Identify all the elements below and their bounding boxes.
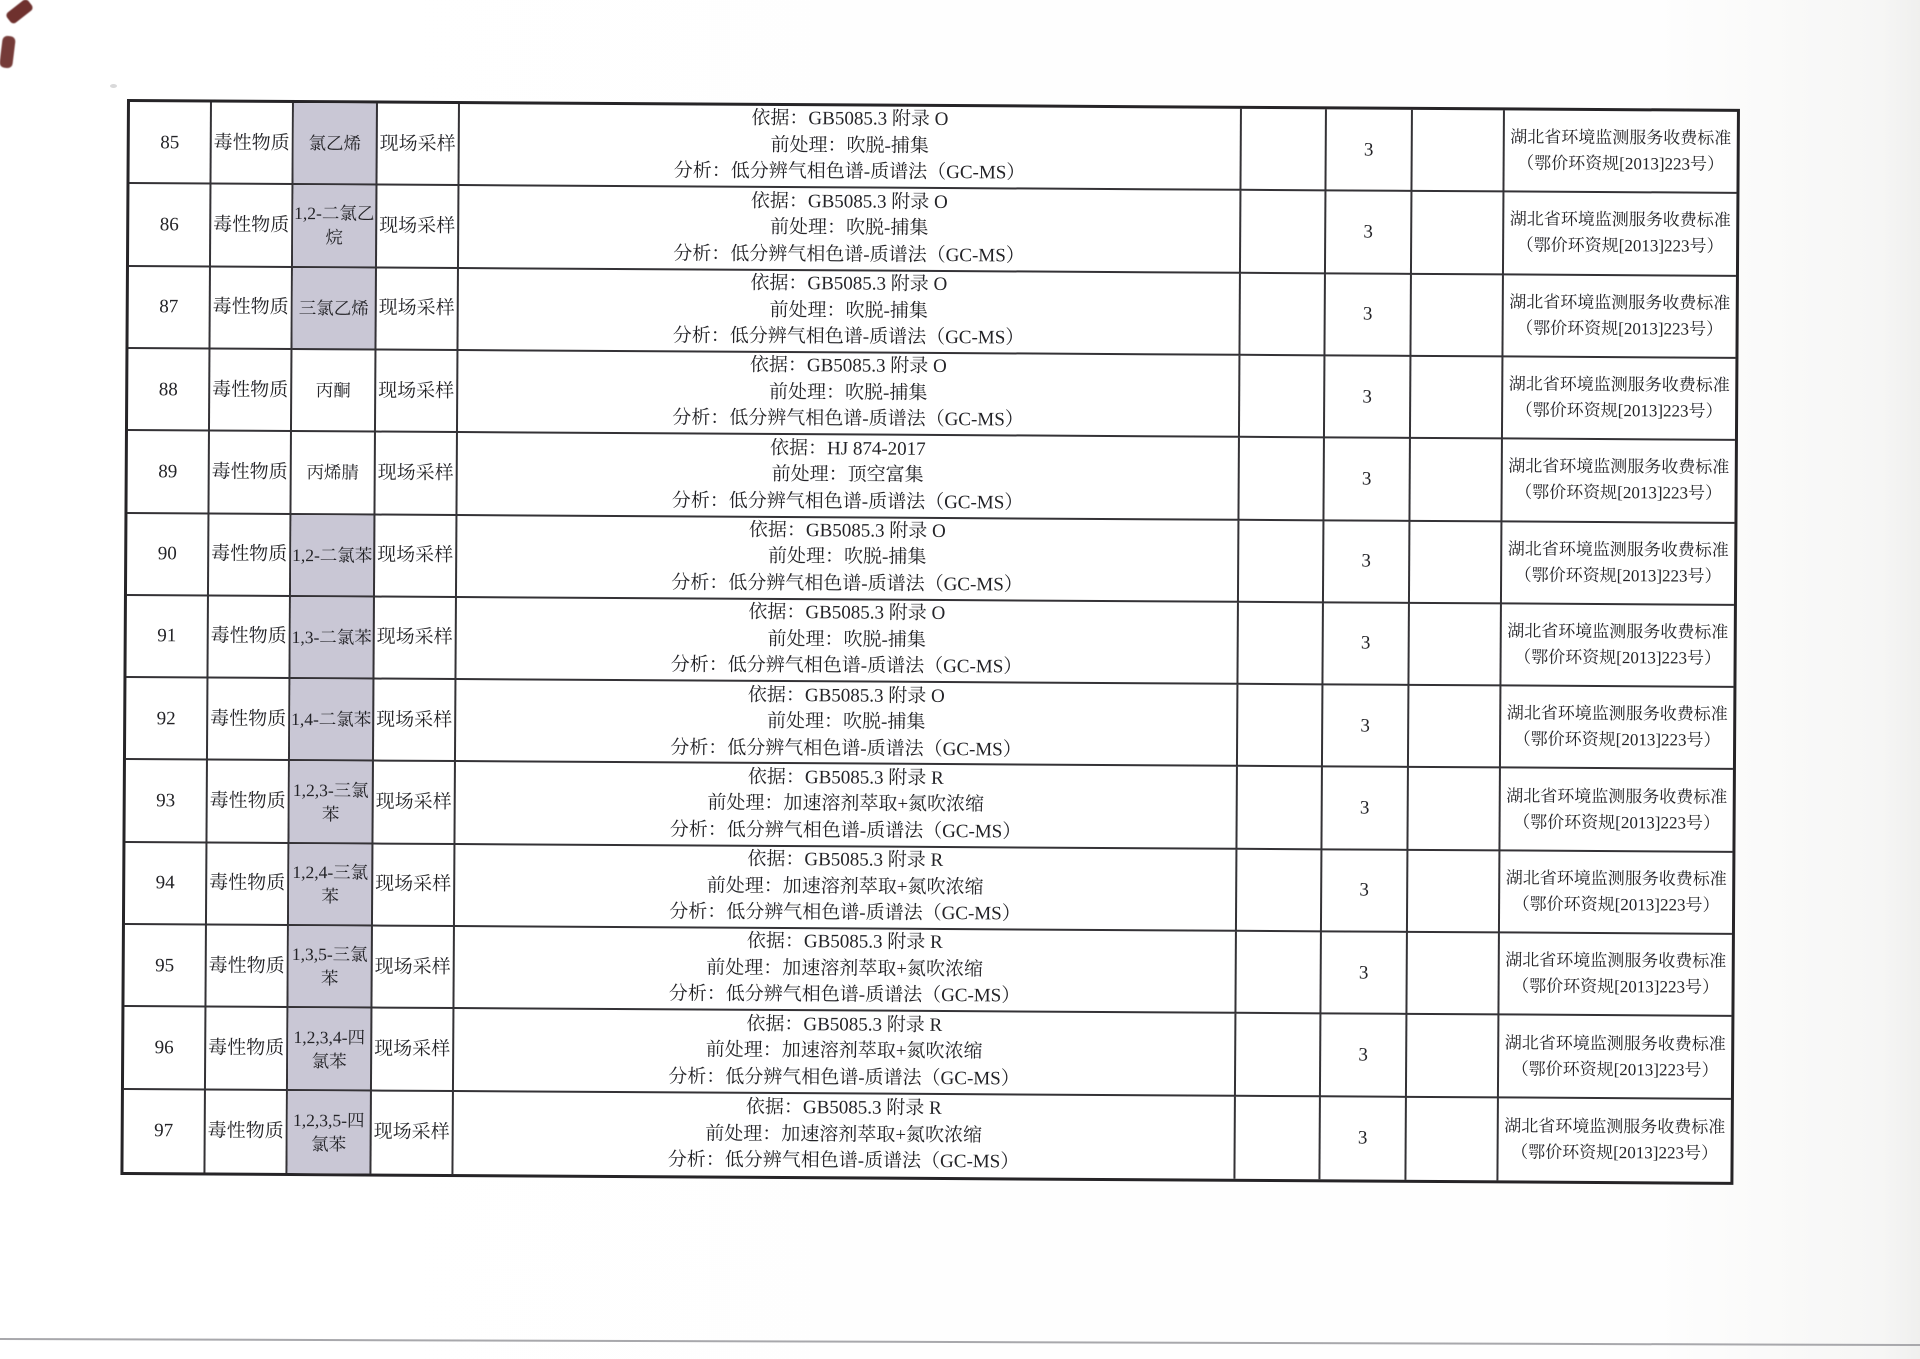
analysis-method-cell-line: 依据：GB5085.3 附录 O [749,355,947,378]
analysis-method-cell [454,1009,1236,1096]
blank-cell [1236,932,1322,1015]
sampling-cell: 现场采样 [374,597,457,680]
substance-cell [291,432,376,515]
sample-count-cell: 3 [1326,109,1413,192]
serial-cell: 89 [127,431,210,514]
analysis-method-cell-line: 依据：GB5085.3 附录 O [750,190,948,213]
analysis-method-cell [456,598,1238,685]
blank-cell [1409,686,1502,769]
analysis-method-cell-line: 依据：GB5085.3 附录 R [746,1013,943,1036]
substance-cell-line: 1,3-二氯苯 [291,627,372,648]
substance-cell-line: 1,2,4-三氯 [292,861,369,883]
analysis-method-cell [458,269,1240,356]
category-cell: 毒性物质 [208,596,291,679]
serial-cell: 91 [126,596,209,679]
analysis-method-cell-line: 分析：低分辨气相色谱-质谱法（GC-MS） [671,489,1024,514]
blank-cell [1240,273,1326,356]
substance-cell [290,597,375,680]
analysis-method-cell [459,104,1241,191]
fee-standard-cell-line: （鄂价环资规[2013]223号） [1516,318,1724,339]
substance-cell-line: 丙烯腈 [306,462,360,483]
sample-count-cell: 3 [1320,1097,1407,1180]
category-cell: 毒性物质 [209,432,292,515]
fee-standard-cell-line: （鄂价环资规[2013]223号） [1515,400,1723,421]
fee-standard-cell-line: （鄂价环资规[2013]223号） [1511,1059,1719,1080]
category-cell: 毒性物质 [211,185,294,268]
fee-standard-cell [1502,522,1734,606]
serial-cell: 90 [127,514,210,597]
analysis-method-cell [457,516,1239,603]
category-cell: 毒性物质 [207,843,290,926]
substance-cell-line: 丙酮 [315,380,351,401]
substance-cell-line: 1,2-二氯苯 [292,544,373,566]
substance-cell [291,515,376,598]
fee-standard-cell-line: （鄂价环资规[2013]223号） [1515,482,1723,504]
analysis-method-cell [456,680,1238,767]
substance-cell [290,679,375,762]
fee-standard-cell-line: 湖北省环境监测服务收费标准 [1507,621,1729,642]
fee-standard-cell-line: 湖北省环境监测服务收费标准 [1505,950,1727,972]
fee-standard-cell [1500,769,1732,853]
analysis-method-cell-line: 分析：低分辨气相色谱-质谱法（GC-MS） [673,243,1025,267]
monitoring-fee-table [120,99,1740,1185]
substance-cell-line: 苯 [320,968,339,989]
sampling-cell: 现场采样 [375,433,458,516]
analysis-method-cell-line: 分析：低分辨气相色谱-质谱法（GC-MS） [668,983,1021,1007]
fee-standard-cell-line: 湖北省环境监测服务收费标准 [1504,1032,1726,1054]
sampling-cell: 现场采样 [376,268,459,351]
substance-cell [293,103,378,186]
fee-standard-cell-line: 湖北省环境监测服务收费标准 [1507,539,1729,560]
sample-count-cell: 3 [1325,356,1412,439]
analysis-method-cell-line: 分析：低分辨气相色谱-质谱法（GC-MS） [670,654,1023,678]
analysis-method-cell-line: 依据：GB5085.3 附录 R [747,848,944,872]
analysis-method-cell-line: 依据：GB5085.3 附录 O [748,519,946,542]
sample-count-cell: 3 [1323,685,1410,768]
blank-cell [1236,1014,1322,1097]
analysis-method-cell-line: 分析：低分辨气相色谱-质谱法（GC-MS） [671,572,1023,596]
analysis-method-cell-line: 前处理：吹脱-捕集 [769,299,928,322]
category-cell: 毒性物质 [211,103,294,186]
analysis-method-cell [455,762,1237,849]
analysis-method-cell-line: 依据：GB5085.3 附录 O [747,684,945,707]
serial-cell: 87 [128,267,211,350]
analysis-method-cell [459,186,1241,273]
serial-cell: 92 [126,678,209,761]
fee-standard-cell [1499,1016,1731,1100]
blank-cell [1407,1015,1500,1098]
analysis-method-cell-line: 依据：GB5085.3 附录 R [745,1096,942,1120]
analysis-method-cell-line: 分析：低分辨气相色谱-质谱法（GC-MS） [672,407,1024,431]
category-cell: 毒性物质 [209,514,292,597]
substance-cell [293,185,378,268]
analysis-method-cell-line: 分析：低分辨气相色谱-质谱法（GC-MS） [668,1066,1020,1090]
substance-cell-line: 氯苯 [311,1133,347,1155]
analysis-method-cell [453,1092,1235,1179]
analysis-method-cell-line: 依据：GB5085.3 附录 R [746,931,943,954]
substance-cell-line: 1,2,3,4-四 [293,1026,366,1048]
blank-cell [1410,439,1503,522]
page-edge-scan-line [0,1338,1920,1346]
analysis-method-cell-line: 前处理：顶空富集 [771,464,924,486]
fee-standard-cell-line: （鄂价环资规[2013]223号） [1513,729,1721,751]
substance-cell-line: 氯乙烯 [308,133,362,154]
serial-cell: 97 [123,1090,206,1173]
analysis-method-cell-line: 前处理：吹脱-捕集 [770,134,929,157]
fee-standard-cell [1504,193,1736,277]
analysis-method-cell-line: 分析：低分辨气相色谱-质谱法（GC-MS） [667,1149,1020,1173]
sample-count-cell: 3 [1322,768,1409,851]
fee-standard-cell-line: （鄂价环资规[2013]223号） [1517,153,1725,174]
analysis-method-cell [457,433,1239,520]
fee-standard-cell [1500,851,1732,935]
blank-cell [1412,192,1505,275]
fee-standard-cell [1502,440,1734,524]
analysis-method-cell-line: 依据：GB5085.3 附录 R [747,766,944,789]
scan-speck [110,84,117,88]
analysis-method-cell-line: 依据：GB5085.3 附录 O [750,272,948,296]
blank-cell [1239,520,1325,603]
fee-standard-cell-line: 湖北省环境监测服务收费标准 [1509,292,1731,313]
blank-cell [1407,933,1500,1016]
sampling-cell: 现场采样 [372,1009,455,1092]
substance-cell [288,1008,373,1091]
substance-cell-line: 三氯乙烯 [298,297,369,319]
sample-count-cell: 3 [1324,439,1411,522]
scan-corner-mark [0,35,16,68]
sample-count-cell: 3 [1323,603,1410,686]
fee-standard-cell-line: 湖北省环境监测服务收费标准 [1506,703,1728,725]
fee-standard-cell-line: 湖北省环境监测服务收费标准 [1504,1116,1726,1137]
sample-count-cell: 3 [1321,932,1408,1015]
analysis-method-cell [455,845,1237,932]
fee-standard-cell [1503,275,1735,359]
blank-cell [1237,850,1323,933]
blank-cell [1408,851,1501,934]
sampling-cell: 现场采样 [376,350,459,433]
fee-standard-cell-line: 湖北省环境监测服务收费标准 [1506,786,1728,807]
fee-standard-cell-line: 湖北省环境监测服务收费标准 [1510,127,1732,148]
serial-cell: 95 [124,925,207,1008]
analysis-method-cell-line: 分析：低分辨气相色谱-质谱法（GC-MS） [670,736,1022,761]
blank-cell [1411,357,1504,440]
fee-standard-cell-line: （鄂价环资规[2013]223号） [1512,976,1720,997]
blank-cell [1411,274,1504,357]
substance-cell [289,844,374,927]
blank-cell [1410,521,1503,604]
scan-corner-mark [5,0,34,25]
blank-cell [1238,603,1324,686]
blank-cell [1408,768,1501,851]
sampling-cell: 现场采样 [371,1091,454,1174]
substance-cell-line: 1,2-二氯乙 [294,203,375,224]
substance-cell-line: 1,2,3-三氯 [292,779,369,801]
substance-cell [289,761,374,844]
fee-standard-cell-line: 湖北省环境监测服务收费标准 [1508,456,1730,478]
analysis-method-cell-line: 分析：低分辨气相色谱-质谱法（GC-MS） [669,819,1022,843]
analysis-method-cell-line: 依据：GB5085.3 附录 O [748,602,946,625]
blank-cell [1235,1096,1321,1179]
category-cell: 毒性物质 [205,1090,288,1173]
sample-count-cell: 3 [1321,1015,1408,1098]
analysis-method-cell-line: 分析：低分辨气相色谱-质谱法（GC-MS） [669,901,1021,925]
analysis-method-cell-line: 前处理：吹脱-捕集 [769,217,929,240]
substance-cell-line: 苯 [321,803,340,824]
blank-cell [1412,110,1505,193]
substance-cell [292,350,377,433]
analysis-method-cell-line: 前处理：吹脱-捕集 [767,628,926,651]
analysis-method-cell [458,351,1240,438]
analysis-method-cell [454,927,1236,1014]
sample-count-cell: 3 [1324,521,1411,604]
substance-cell-line: 苯 [321,886,339,907]
analysis-method-cell-line: 前处理：吹脱-捕集 [766,710,926,733]
analysis-method-cell-line: 分析：低分辨气相色谱-质谱法（GC-MS） [673,160,1026,184]
fee-standard-cell [1501,604,1733,688]
fee-standard-cell-line: （鄂价环资规[2013]223号） [1516,235,1724,257]
category-cell: 毒性物质 [210,267,293,350]
sampling-cell: 现场采样 [374,680,457,763]
serial-cell: 96 [124,1007,207,1090]
fee-standard-cell [1499,933,1731,1017]
fee-standard-cell-line: 湖北省环境监测服务收费标准 [1505,868,1727,889]
category-cell: 毒性物质 [206,1008,289,1091]
fee-standard-cell [1501,687,1733,771]
sampling-cell: 现场采样 [377,186,460,269]
blank-cell [1409,604,1502,687]
analysis-method-cell-line: 前处理：加速溶剂萃取+氮吹浓缩 [705,1123,983,1146]
sample-count-cell: 3 [1326,192,1413,275]
analysis-method-cell-line: 前处理：加速溶剂萃取+氮吹浓缩 [705,1039,983,1063]
analysis-method-cell-line: 前处理：加速溶剂萃取+氮吹浓缩 [706,875,984,898]
substance-cell [292,268,377,351]
analysis-method-cell-line: 前处理：吹脱-捕集 [767,546,927,569]
blank-cell [1238,685,1324,768]
category-cell: 毒性物质 [208,679,291,762]
substance-cell [288,926,373,1009]
fee-standard-cell-line: （鄂价环资规[2013]223号） [1513,812,1721,833]
sampling-cell: 现场采样 [373,762,456,845]
blank-cell [1241,109,1327,192]
sample-count-cell: 3 [1325,274,1412,357]
substance-cell-line: 1,4-二氯苯 [291,709,372,730]
fee-standard-cell [1503,357,1735,441]
sampling-cell: 现场采样 [373,844,456,927]
blank-cell [1237,767,1323,850]
category-cell: 毒性物质 [210,349,293,432]
serial-cell: 88 [128,349,211,432]
substance-cell-line: 1,3,5-三氯 [291,944,368,965]
fee-standard-cell [1498,1098,1730,1182]
serial-cell: 93 [125,760,208,843]
table-grid [123,102,1737,1182]
fee-standard-cell-line: （鄂价环资规[2013]223号） [1514,647,1722,668]
analysis-method-cell-line: 前处理：吹脱-捕集 [768,381,928,404]
substance-cell-line: 烷 [325,227,343,248]
analysis-method-cell-line: 前处理：加速溶剂萃取+氮吹浓缩 [706,957,984,981]
fee-standard-cell [1504,110,1736,194]
blank-cell [1241,191,1327,274]
serial-cell: 94 [125,843,208,926]
substance-cell [287,1091,372,1174]
serial-cell: 86 [129,184,212,267]
sampling-cell: 现场采样 [375,515,458,598]
fee-standard-cell-line: 湖北省环境监测服务收费标准 [1509,209,1731,231]
blank-cell [1239,438,1325,521]
substance-cell-line: 1,2,3,5-四 [292,1109,365,1131]
category-cell: 毒性物质 [206,926,289,1009]
analysis-method-cell-line: 分析：低分辨气相色谱-质谱法（GC-MS） [672,325,1025,349]
analysis-method-cell-line: 前处理：加速溶剂萃取+氮吹浓缩 [707,792,985,816]
category-cell: 毒性物质 [207,761,290,844]
sampling-cell: 现场采样 [372,927,455,1010]
sample-count-cell: 3 [1322,850,1409,933]
blank-cell [1406,1098,1499,1181]
fee-standard-cell-line: 湖北省环境监测服务收费标准 [1508,374,1730,395]
analysis-method-cell-line: 依据：GB5085.3 附录 O [751,108,949,131]
serial-cell: 85 [129,102,212,185]
substance-cell-line: 氯苯 [311,1050,347,1071]
fee-standard-cell-line: （鄂价环资规[2013]223号） [1512,894,1720,915]
fee-standard-cell-line: （鄂价环资规[2013]223号） [1514,565,1722,586]
fee-standard-cell-line: （鄂价环资规[2013]223号） [1511,1142,1719,1163]
analysis-method-cell-line: 依据：HJ 874-2017 [769,437,926,460]
blank-cell [1240,356,1326,439]
sampling-cell: 现场采样 [377,104,460,187]
